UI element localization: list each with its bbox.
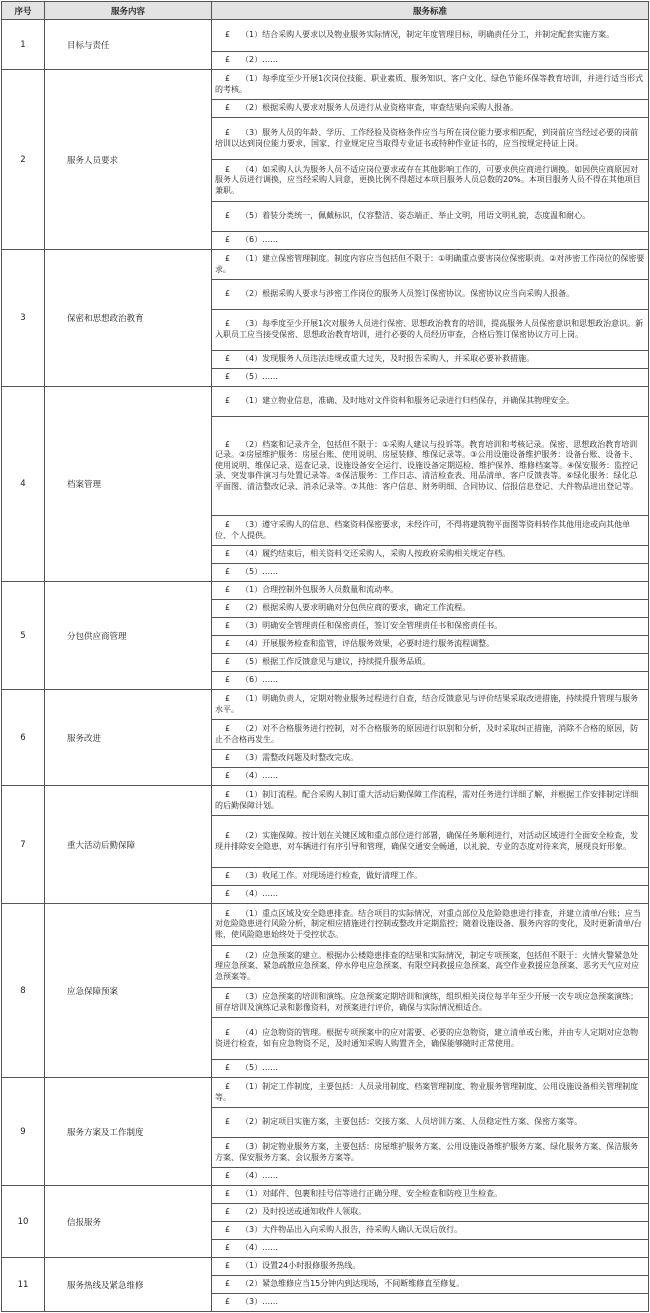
standard-text: （3）大件物品出入向采购人报告，待采购人确认无误后放行。 <box>241 1225 463 1235</box>
pound-bullet-icon: £ <box>225 889 231 899</box>
standard-item <box>212 1222 649 1240</box>
standard-item <box>212 690 649 720</box>
standard-item <box>212 904 649 946</box>
pound-bullet-icon: £ <box>225 1243 231 1253</box>
pound-bullet-icon: £ <box>225 289 231 299</box>
standard-item <box>212 20 649 52</box>
standard-text: （1）合理控制外包服务人员数量和流动率。 <box>241 585 399 595</box>
pound-bullet-icon: £ <box>225 991 231 1001</box>
standard-text: （2）…… <box>241 55 279 65</box>
standard-item <box>212 786 649 816</box>
pound-bullet-icon: £ <box>225 1141 231 1151</box>
standard-text: （4）…… <box>241 1243 279 1253</box>
standard-item <box>212 52 649 70</box>
pound-bullet-icon: £ <box>225 235 231 245</box>
pound-bullet-icon: £ <box>225 1279 231 1289</box>
standard-item <box>212 546 649 564</box>
standard-text: （2）应急预案的建立。根据办公楼隐患排查的结果和实际情况，制定专项预案，包括但不限于：火情火警紧急处理应急预案、紧急疏散应急预案、停水停电应急预案、有限空间救援应急预案、高空作业救援应急预案、恶劣天气应对应急预案等。 <box>215 950 639 981</box>
section-number: 6 <box>2 690 45 786</box>
pound-bullet-icon: £ <box>225 439 231 449</box>
standard-text: （5）着装分类统一，佩戴标识，仪容整洁、姿态端正、举止文明，用语文明礼貌，态度温和耐心。 <box>241 211 591 221</box>
service-standards-table <box>1 1 649 1312</box>
standard-item <box>212 1078 649 1108</box>
standard-item <box>212 202 649 232</box>
standard-text: （5）…… <box>241 567 279 577</box>
standard-text: （5）根据工作反馈意见与建议，持续提升服务品质。 <box>241 657 431 667</box>
pound-bullet-icon: £ <box>225 1171 231 1181</box>
standard-text: （6）…… <box>241 235 279 245</box>
standard-text: （4）…… <box>241 889 279 899</box>
standard-item <box>212 369 649 387</box>
pound-bullet-icon: £ <box>225 753 231 763</box>
standard-text: （3）明确安全管理责任和保密责任，签订安全管理责任书和保密责任书。 <box>241 621 503 631</box>
standard-item <box>212 654 649 672</box>
section-name: 保密和思想政治教育 <box>45 250 212 387</box>
pound-bullet-icon: £ <box>225 211 231 221</box>
pound-bullet-icon: £ <box>225 396 231 406</box>
pound-bullet-icon: £ <box>225 549 231 559</box>
standard-text: （3）收尾工作。对现场进行检查，做好清理工作。 <box>241 871 423 881</box>
table-row <box>2 1078 649 1108</box>
pound-bullet-icon: £ <box>225 1063 231 1073</box>
standard-text: （2）档案和记录齐全，包括但不限于：①采购人建议与投诉等。教育培训和考核记录。保密、思想政治教育培训记录。②房屋维护服务：房屋台账、使用说明、房屋装修、维保记录等。③公用设施设备维护服务：设备台账、设备卡、使用说明、维保记录、巡查记录、设施设备安全运行、设施设备定期巡检、维护保养、维修档案等。④保安服务：监控记录、突发事件演习与处置记录等。⑤保洁服务：工作日志、清洁检查表、用品清单、客户反馈表等。⑥绿化服务：绿化总平面图、清洁整改记录、消杀记录等。⑦其他：客户信息、财务明细、合同协议、信报信息登记、大件物品进出登记等。 <box>215 439 639 491</box>
table-row <box>2 1186 649 1204</box>
pound-bullet-icon: £ <box>225 639 231 649</box>
table-row <box>2 387 649 417</box>
standard-item <box>212 768 649 786</box>
standard-text: （4）发现服务人员违法违规或重大过失，及时报告采购人，并采取必要补救措施。 <box>241 354 535 364</box>
table-row <box>2 250 649 280</box>
section-name: 目标与责任 <box>45 20 212 70</box>
section-number: 8 <box>2 904 45 1078</box>
standard-item <box>212 582 649 600</box>
standard-text: （3）制定物业服务方案，主要包括：房屋维护服务方案、公用设施设备维护服务方案、绿化服务方案、保洁服务方案、保安服务方案、会议服务方案等。 <box>215 1141 639 1162</box>
section-name: 服务方案及工作制度 <box>45 1078 212 1186</box>
standard-item <box>212 636 649 654</box>
pound-bullet-icon: £ <box>225 1189 231 1199</box>
pound-bullet-icon: £ <box>225 830 231 840</box>
standard-item <box>212 280 649 310</box>
standard-text: （2）实施保障。按计划在关键区域和重点部位进行部署，确保任务顺利进行，对活动区域进行全面安全检查，发现并排除安全隐患，对车辆进行有序引导和管理，确保交通安全畅通，以礼貌、专业的态度对待来宾，展现良好形象。 <box>215 830 639 851</box>
standard-text: （1）重点区域及安全隐患排查。结合项目的实际情况，对重点部位及危险隐患进行排查，并建立清单/台账；应当对危险隐患进行风险分析，制定相应措施进行控制或整改并定期监控；随着设施设备、服务内容的变化，及时更新清单/台账，使风险隐患始终处于受控状态。 <box>215 908 642 939</box>
standard-text: （1）建立保密管理制度。制度内容应当包括但不限于：①明确重点要害岗位保密职责。②对涉密工作岗位的保密要求。 <box>215 253 645 274</box>
standard-text: （4）…… <box>241 771 279 781</box>
standard-text: （2）根据采购人要求对服务人员进行从业资格审查，审查结果向采购人报备。 <box>241 103 519 113</box>
section-name: 服务人员要求 <box>45 70 212 250</box>
pound-bullet-icon: £ <box>225 1207 231 1217</box>
pound-bullet-icon: £ <box>225 693 231 703</box>
pound-bullet-icon: £ <box>225 771 231 781</box>
standard-item <box>212 516 649 546</box>
standard-item <box>212 1294 649 1312</box>
table-header-row <box>2 2 649 20</box>
pound-bullet-icon: £ <box>225 908 231 918</box>
table-row <box>2 786 649 816</box>
standard-text: （1）每季度至少开展1次岗位技能、职业素质、服务知识、客户文化、绿色节能环保等教育培训，并进行适当形式的考核。 <box>215 73 644 94</box>
section-name: 档案管理 <box>45 387 212 582</box>
pound-bullet-icon: £ <box>225 585 231 595</box>
pound-bullet-icon: £ <box>225 675 231 685</box>
standard-text: （4）应急物资的管理。根据专项预案中的应对需要、必要的应急物资，建立清单或台账，并由专人定期对应急物资进行检查，如有应急物资不足，及时通知采购人购置齐全，确保能够随时正常使用。 <box>215 1027 639 1048</box>
standard-text: （2）对不合格服务进行控制，对不合格服务的原因进行识别和分析，及时采取纠正措施，消除不合格的原因，防止不合格再发生。 <box>215 723 639 744</box>
standard-item <box>212 100 649 118</box>
section-number: 10 <box>2 1186 45 1258</box>
table-body <box>2 20 649 1312</box>
section-number: 3 <box>2 250 45 387</box>
standard-item <box>212 351 649 369</box>
standard-item <box>212 1060 649 1078</box>
standard-item <box>212 1018 649 1060</box>
standard-item <box>212 1168 649 1186</box>
pound-bullet-icon: £ <box>225 1081 231 1091</box>
table-row <box>2 1258 649 1276</box>
pound-bullet-icon: £ <box>225 319 231 329</box>
standard-text: （3）应急预案的培训和演练。应急预案定期培训和演练，组织相关岗位每半年至少开展一次专项应急预案演练；留存培训及演练记录和影像资料，对预案进行评价，确保与实际情况相适合。 <box>215 991 639 1012</box>
standard-item <box>212 1240 649 1258</box>
standard-item <box>212 1138 649 1168</box>
standard-item <box>212 118 649 160</box>
pound-bullet-icon: £ <box>225 789 231 799</box>
standard-text: （4）如采购人认为服务人员不适应岗位要求或存在其他影响工作的，可要求供应商进行调换。如因供应商原因对服务人员进行调换，应当经采购人同意，更换比例不得超过本项目服务人员总数的20%。本项目服务人员不得在其他项目兼职。 <box>215 164 641 195</box>
section-name: 服务热线及紧急维修 <box>45 1258 212 1312</box>
standard-text: （6）…… <box>241 675 279 685</box>
section-number: 7 <box>2 786 45 904</box>
standard-text: （1）对邮件、包裹和挂号信等进行正确分理、安全检查和防疫卫生检查。 <box>241 1189 503 1199</box>
standard-text: （1）结合采购人要求以及物业服务实际情况，制定年度管理目标，明确责任分工，并制定配套实施方案。 <box>241 30 615 40</box>
standard-item <box>212 1186 649 1204</box>
standard-item <box>212 868 649 886</box>
standard-text: （1）设置24小时报修服务热线。 <box>241 1261 361 1271</box>
section-number: 2 <box>2 70 45 250</box>
standard-item <box>212 310 649 351</box>
standard-item <box>212 417 649 516</box>
table-row <box>2 582 649 600</box>
standard-text: （3）需整改问题及时整改完成。 <box>241 753 359 763</box>
pound-bullet-icon: £ <box>225 1027 231 1037</box>
pound-bullet-icon: £ <box>225 164 231 174</box>
pound-bullet-icon: £ <box>225 621 231 631</box>
section-number: 11 <box>2 1258 45 1312</box>
standard-item <box>212 250 649 280</box>
standard-item <box>212 988 649 1018</box>
pound-bullet-icon: £ <box>225 657 231 667</box>
standard-text: （2）紧急维修应当15分钟内到达现场，不间断维修直至修复。 <box>241 1279 465 1289</box>
standard-item <box>212 232 649 250</box>
section-number: 9 <box>2 1078 45 1186</box>
pound-bullet-icon: £ <box>225 723 231 733</box>
section-name: 应急保障预案 <box>45 904 212 1078</box>
table-row <box>2 690 649 720</box>
standard-item <box>212 672 649 690</box>
standard-item <box>212 946 649 988</box>
pound-bullet-icon: £ <box>225 73 231 83</box>
standard-item <box>212 886 649 904</box>
pound-bullet-icon: £ <box>225 354 231 364</box>
standard-item <box>212 1276 649 1294</box>
standard-item <box>212 1108 649 1138</box>
standard-text: （5）…… <box>241 372 279 382</box>
standard-text: （4）开展服务检查和监管，评估服务效果，必要时进行服务流程调整。 <box>241 639 495 649</box>
pound-bullet-icon: £ <box>225 1225 231 1235</box>
pound-bullet-icon: £ <box>225 567 231 577</box>
standard-text: （1）制订流程。配合采购人制订重大活动后勤保障工作流程，需对任务进行详细了解，并根据工作安排制定详细的后勤保障计划。 <box>215 789 639 810</box>
standard-item <box>212 720 649 750</box>
pound-bullet-icon: £ <box>225 372 231 382</box>
header-standard: 服务标准 <box>212 2 649 20</box>
pound-bullet-icon: £ <box>225 1117 231 1127</box>
section-number: 1 <box>2 20 45 70</box>
header-no: 序号 <box>2 2 45 20</box>
pound-bullet-icon: £ <box>225 103 231 113</box>
standard-item <box>212 600 649 618</box>
pound-bullet-icon: £ <box>225 127 231 137</box>
table-row <box>2 20 649 52</box>
pound-bullet-icon: £ <box>225 253 231 263</box>
standard-text: （2）及时投送或通知收件人领取。 <box>241 1207 367 1217</box>
section-name: 分包供应商管理 <box>45 582 212 690</box>
standard-item <box>212 564 649 582</box>
pound-bullet-icon: £ <box>225 55 231 65</box>
pound-bullet-icon: £ <box>225 1261 231 1271</box>
pound-bullet-icon: £ <box>225 1297 231 1307</box>
pound-bullet-icon: £ <box>225 871 231 881</box>
section-number: 4 <box>2 387 45 582</box>
standard-text: （4）履约结束后，相关资料交还采购人，采购人按政府采购相关规定存档。 <box>241 549 511 559</box>
table-row <box>2 70 649 100</box>
standard-text: （3）每季度至少开展1次对服务人员进行保密、思想政治教育的培训，提高服务人员保密意识和思想政治意识。新入职员工应当接受保密、思想政治教育培训，进行必要的人员经历审查，合格后签订保密协议方可上岗。 <box>215 319 644 339</box>
section-name: 服务改进 <box>45 690 212 786</box>
standard-item <box>212 1258 649 1276</box>
pound-bullet-icon: £ <box>225 950 231 960</box>
section-number: 5 <box>2 582 45 690</box>
standard-item <box>212 618 649 636</box>
standard-text: （2）根据采购人要求与涉密工作岗位的服务人员签订保密协议。保密协议应当向采购人报备。 <box>241 289 575 299</box>
standard-item <box>212 1204 649 1222</box>
section-name: 信报服务 <box>45 1186 212 1258</box>
header-content: 服务内容 <box>45 2 212 20</box>
standard-text: （5）…… <box>241 1063 279 1073</box>
pound-bullet-icon: £ <box>225 519 231 529</box>
table-row <box>2 904 649 946</box>
standard-text: （2）制定项目实施方案，主要包括：交接方案、人员培训方案、人员稳定性方案、保密方案等。 <box>241 1117 583 1127</box>
standard-text: （3）服务人员的年龄、学历、工作经验及资格条件应当与所在岗位能力要求相匹配，到岗前应当经过必要的岗前培训以达到岗位能力要求，国家、行业规定应当取得专业证书或特种作业证书的，应当按规定持证上岗。 <box>215 127 639 148</box>
standard-item <box>212 70 649 100</box>
standard-item <box>212 387 649 417</box>
pound-bullet-icon: £ <box>225 30 231 40</box>
pound-bullet-icon: £ <box>225 603 231 613</box>
standard-item <box>212 160 649 202</box>
standard-text: （1）明确负责人，定期对物业服务过程进行自查，结合反馈意见与评价结果采取改进措施，持续提升管理与服务水平。 <box>215 693 639 714</box>
standard-item <box>212 750 649 768</box>
standard-text: （2）根据采购人要求明确对分包供应商的要求，确定工作流程。 <box>241 603 471 613</box>
standard-item <box>212 816 649 868</box>
standard-text: （1）建立物业信息，准确、及时地对文件资料和服务记录进行归档保存，并确保其物理安全。 <box>241 396 575 406</box>
standard-text: （3）…… <box>241 1297 279 1307</box>
section-name: 重大活动后勤保障 <box>45 786 212 904</box>
standard-text: （1）制定工作制度，主要包括：人员录用制度、档案管理制度、物业服务管理制度、公用设施设备相关管理制度等。 <box>215 1081 639 1102</box>
standard-text: （4）…… <box>241 1171 279 1181</box>
standard-text: （3）遵守采购人的信息、档案资料保密要求，未经许可，不得将建筑物平面图等资料转作其他用途或向其他单位、个人提供。 <box>215 519 631 540</box>
